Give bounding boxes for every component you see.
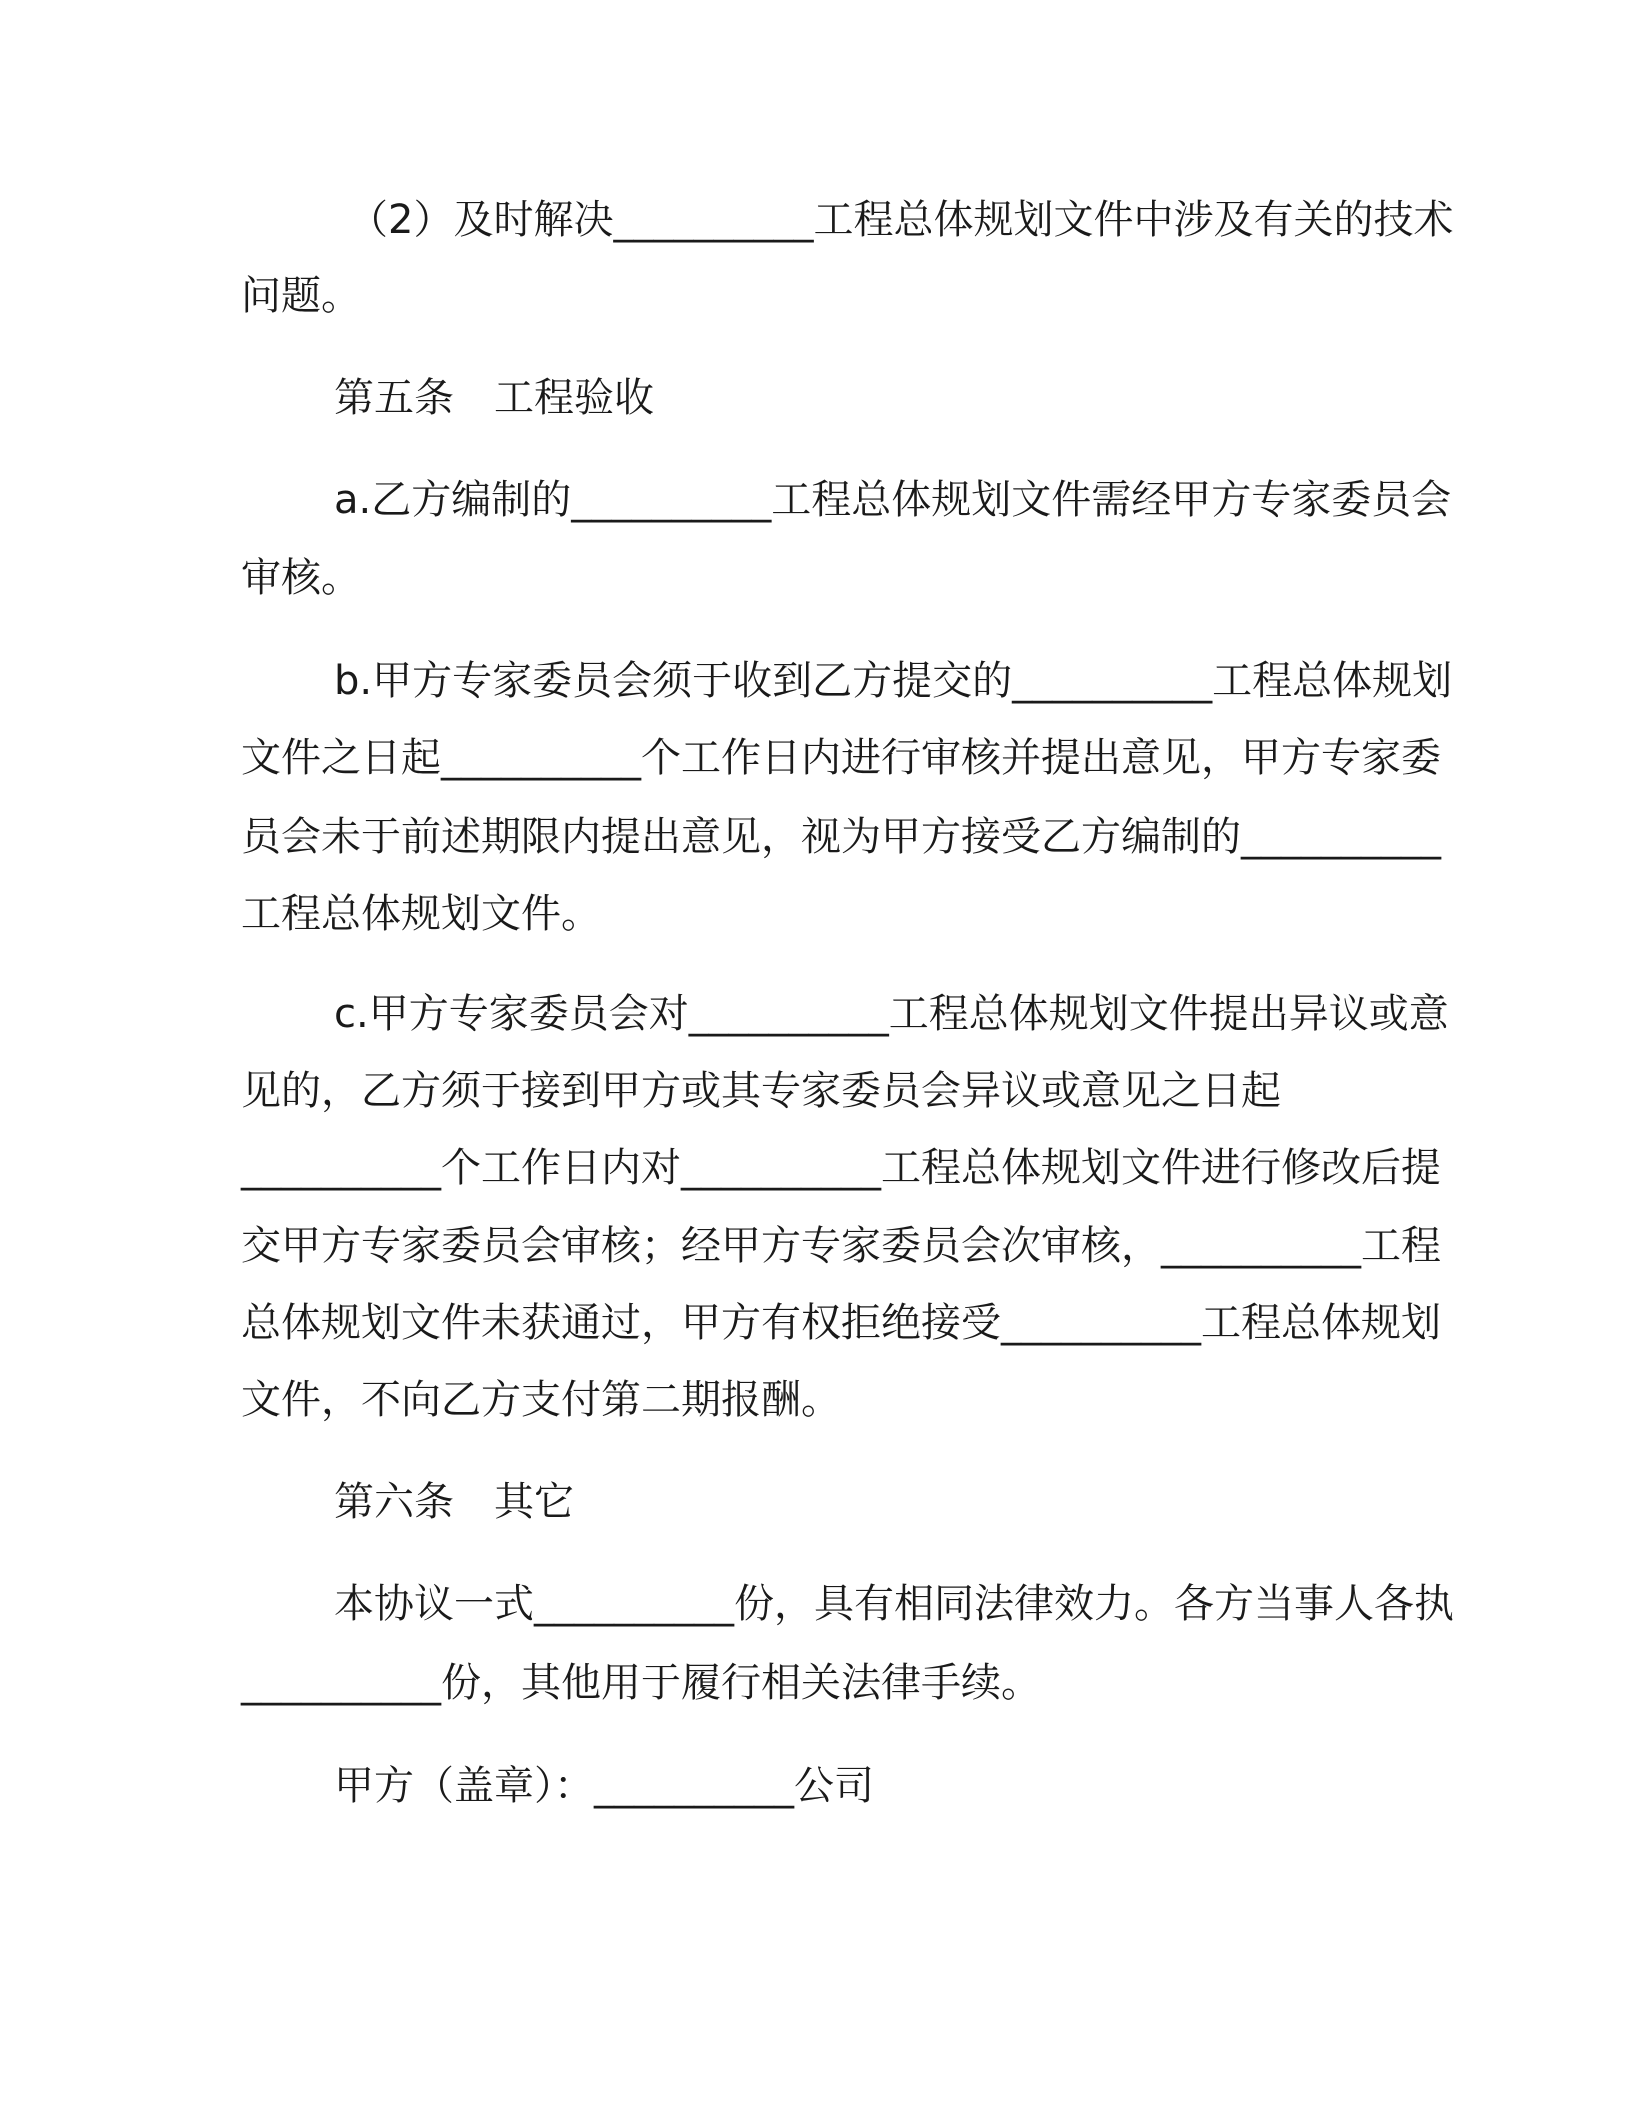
article-6-heading: 第六条 其它 xyxy=(334,1479,574,1525)
clause-c-line-1: c.甲方专家委员会对__________工程总体规划文件提出异议或意 xyxy=(334,991,1449,1037)
clause-b-line-2: 文件之日起__________个工作日内进行审核并提出意见，甲方专家委 xyxy=(241,735,1441,781)
clause-b-line-3: 员会未于前述期限内提出意见，视为甲方接受乙方编制的__________ xyxy=(241,814,1441,860)
clause-2-line-2: 问题。 xyxy=(241,273,361,319)
clause-c-line-6: 文件，不向乙方支付第二期报酬。 xyxy=(241,1377,841,1423)
party-a-seal-line: 甲方（盖章）：__________公司 xyxy=(334,1763,874,1809)
article-5-heading: 第五条 工程验收 xyxy=(334,375,654,421)
clause-a-line-1: a.乙方编制的__________工程总体规划文件需经甲方专家委员会 xyxy=(334,477,1452,523)
clause-c-line-2: 见的，乙方须于接到甲方或其专家委员会异议或意见之日起 xyxy=(241,1068,1281,1114)
clause-2-line-1: （2）及时解决__________工程总体规划文件中涉及有关的技术 xyxy=(348,197,1454,243)
clause-b-line-4: 工程总体规划文件。 xyxy=(241,891,601,937)
clause-c-line-5: 总体规划文件未获通过，甲方有权拒绝接受__________工程总体规划 xyxy=(241,1300,1441,1346)
copies-line-1: 本协议一式__________份，具有相同法律效力。各方当事人各执 xyxy=(334,1581,1454,1627)
clause-c-line-3: __________个工作日内对__________工程总体规划文件进行修改后提 xyxy=(241,1145,1441,1191)
clause-c-line-4: 交甲方专家委员会审核；经甲方专家委员会次审核，__________工程 xyxy=(241,1223,1441,1269)
copies-line-2: __________份，其他用于履行相关法律手续。 xyxy=(241,1660,1041,1706)
clause-a-line-2: 审核。 xyxy=(241,555,361,601)
clause-b-line-1: b.甲方专家委员会须于收到乙方提交的__________工程总体规划 xyxy=(334,658,1453,704)
